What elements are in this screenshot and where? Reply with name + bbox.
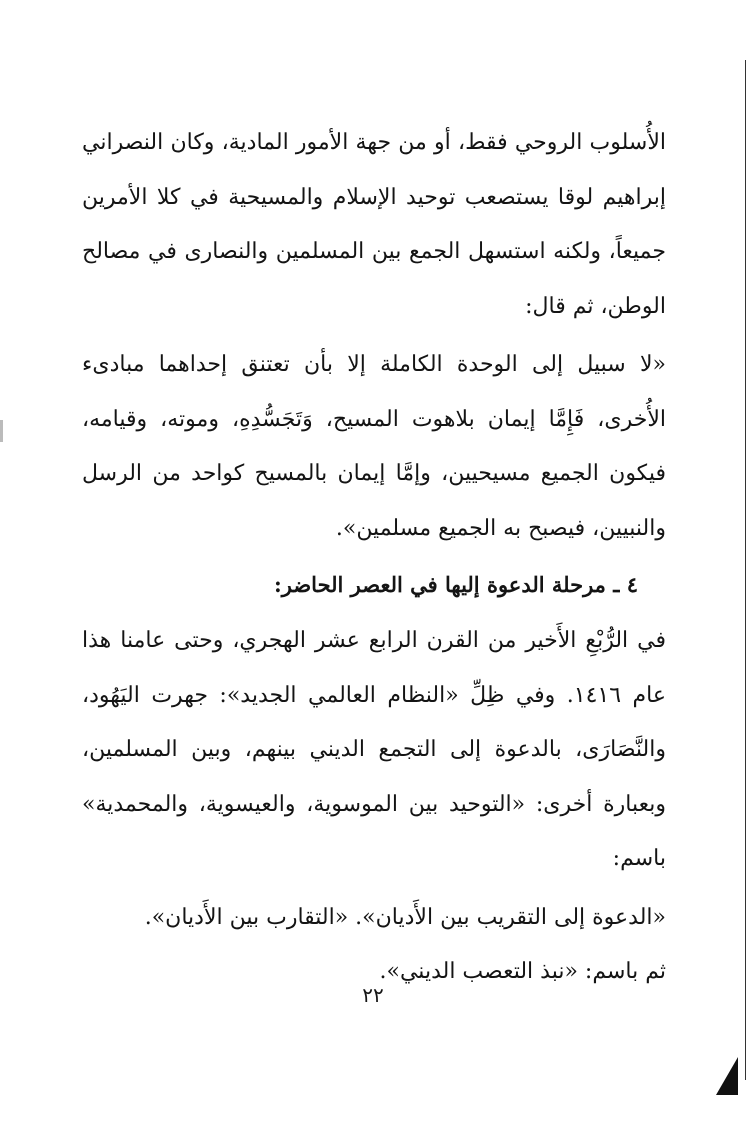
page-number: ٢٢ [362,983,384,1007]
paragraph-intolerance: ثم باسم: «نبذ التعصب الديني». [379,959,666,984]
paragraph-quote-unity: «لا سبيل إلى الوحدة الكاملة إلا بأن تعتنق إحداهما مبادىء الأُخرى، فَإِمَّا إيمان بلاهوت المسيح، وَتَجَسُّدِهِ، وموته، وقيامه، فيكون الجميع مسيحيين، وإمَّا إيمان بالمسيح كواحد من الرسل والنبيين، فيصبح به الجميع مسلمين». [82,352,666,541]
scan-mark [0,420,3,442]
paragraph-modern-era: في الرُّبْعِ الأَخير من القرن الرابع عشر الهجري، وحتى عامنا هذا عام ١٤١٦. وفي ظِلِّ «النظام العالمي الجديد»: جهرت اليَهُود، والنَّصَارَى، بالدعوة إلى التجمع الديني بينهم، وبين المسلمين، وبعبارة أخرى: «التوحيد بين الموسوية، والعيسوية، والمحمدية» باسم: [82,628,667,871]
paragraph-rapprochement: «الدعوة إلى التقريب بين الأَديان». «التقارب بين الأَديان». [144,904,666,930]
corner-mark-icon [716,1057,738,1095]
page-body [82,116,666,1000]
section-heading: ٤ ـ مرحلة الدعوة إليها في العصر الحاضر: [274,572,638,597]
paragraph-islam-christianity: الأُسلوب الروحي فقط، أو من جهة الأمور المادية، وكان النصراني إبراهيم لوقا يستصعب توحيد الإسلام والمسيحية في كلا الأمرين جميعاً، ولكنه استسهل الجمع بين المسلمين والنصارى في مصالح الوطن، ثم قال: [82,130,666,319]
